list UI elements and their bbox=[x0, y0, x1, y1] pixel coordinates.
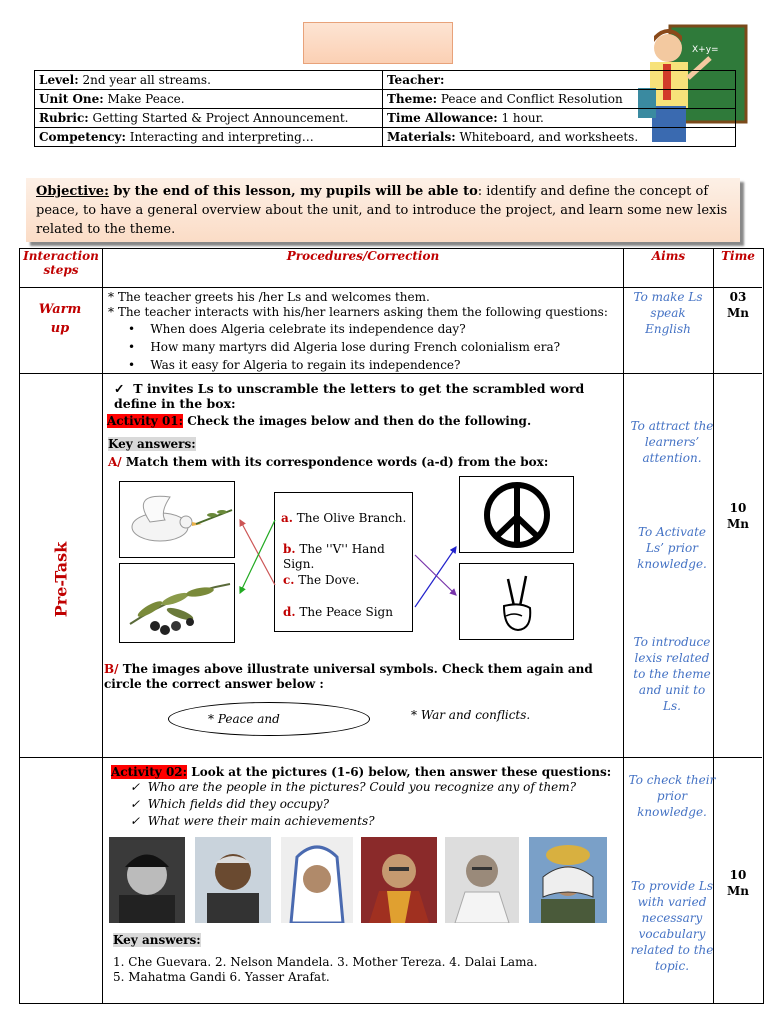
option-a: a. The Olive Branch. bbox=[281, 511, 407, 525]
warmup-time: 03 Mn bbox=[726, 290, 749, 320]
match-arrows bbox=[230, 495, 470, 625]
lesson-info-table bbox=[34, 70, 736, 147]
choice-war: * War and conflicts. bbox=[411, 708, 531, 722]
warmup-procedure: * The teacher greets his /her Ls and welcomes them. * The teacher interacts with his/her learners asking them the following questions: • When does Algeria celebrate its independence day? • How many martyrs did Algeria lose during French colonialism era? • Was it easy for Algeria to regain its independence? bbox=[108, 290, 608, 372]
photo-5 bbox=[445, 837, 519, 923]
activity2-questions: ✓ Who are the people in the pictures? Could you recognize any of them? ✓ Which fields did they occupy? ✓ What were their main achievements? bbox=[130, 780, 577, 828]
photo-4 bbox=[361, 837, 437, 923]
header-aims: Aims bbox=[651, 249, 686, 263]
header-time: Time bbox=[721, 249, 755, 263]
activity1-part-b: B/ The images above illustrate universal symbols. Check them again and circle the correct answer below : bbox=[104, 662, 593, 691]
header-steps: Interaction steps bbox=[23, 249, 99, 277]
choice-peace: * Peace and bbox=[208, 712, 280, 726]
header-title-box bbox=[303, 22, 453, 64]
peace-sign-image bbox=[459, 476, 574, 553]
activity2-aim-vocabulary: To provide Ls with varied necessary vocabulary related to the topic. bbox=[630, 879, 714, 973]
activity2-instruction: Activity 02: Look at the pictures (1-6) below, then answer these questions: bbox=[111, 765, 612, 779]
unit-cell: Unit One: Make Peace. bbox=[35, 90, 383, 109]
dove-image bbox=[119, 481, 235, 558]
competency-cell: Competency: Interacting and interpreting… bbox=[35, 128, 383, 147]
photo-3 bbox=[281, 837, 353, 923]
pretask-aim-lexis: To introduce lexis related to the theme and unit to Ls. bbox=[633, 635, 711, 713]
pretask-step: Pre-Task bbox=[51, 541, 71, 618]
pretask-invite: ✓ T invites Ls to unscramble the letters to get the scrambled word define in the box: bbox=[114, 381, 585, 411]
photo-6 bbox=[529, 837, 607, 923]
teacher-cell: Teacher: bbox=[383, 71, 736, 90]
activity1-part-a: A/ Match them with its correspondence words (a-d) from the box: bbox=[108, 455, 549, 469]
option-d: d. The Peace Sign bbox=[283, 605, 393, 619]
objective-box: Objective: by the end of this lesson, my pupils will be able to: identify and define the concept of peace, to have a general overview about the unit, and to introduce the project, and learn some new lexis related to the theme. bbox=[26, 178, 740, 242]
warmup-question: When does Algeria celebrate its independence day? bbox=[150, 322, 466, 336]
option-b: b. The ''V'' Hand Sign. bbox=[283, 542, 385, 571]
pretask-aim-activate: To Activate Ls’ prior knowledge. bbox=[637, 525, 707, 571]
warmup-step: Warm up bbox=[38, 302, 82, 336]
activity2-key-answers-label: Key answers: bbox=[113, 933, 201, 947]
objective-label: Objective: bbox=[36, 184, 109, 199]
activity1-instruction: Activity 01: Check the images below and then do the following. bbox=[107, 414, 532, 428]
level-cell: Level: 2nd year all streams. bbox=[35, 71, 383, 90]
materials-cell: Materials: Whiteboard, and worksheets. bbox=[383, 128, 736, 147]
pretask-aim-attract: To attract the learners’ attention. bbox=[630, 419, 714, 465]
v-hand-sign-image bbox=[459, 563, 574, 640]
warmup-question: Was it easy for Algeria to regain its independence? bbox=[150, 358, 461, 372]
pretask-time: 10 Mn bbox=[726, 501, 749, 531]
activity2-aim-check: To check their prior knowledge. bbox=[628, 773, 716, 819]
activity2-time: 10 Mn bbox=[726, 868, 749, 898]
olive-branch-image bbox=[119, 563, 235, 643]
warmup-aim: To make Ls speak English bbox=[633, 290, 703, 336]
header-procedures: Procedures/Correction bbox=[286, 249, 440, 263]
photo-1 bbox=[109, 837, 185, 923]
key-answers-label: Key answers: bbox=[108, 437, 196, 451]
option-c: c. The Dove. bbox=[283, 573, 360, 587]
warmup-question: How many martyrs did Algeria lose during French colonialism era? bbox=[150, 340, 561, 354]
photo-2 bbox=[195, 837, 271, 923]
theme-cell: Theme: Peace and Conflict Resolution bbox=[383, 90, 736, 109]
svg-text:X+y=: X+y= bbox=[692, 45, 719, 55]
activity2-answers: 1. Che Guevara. 2. Nelson Mandela. 3. Mother Tereza. 4. Dalai Lama. 5. Mahatma Gandi 6. Yasser Arafat. bbox=[113, 955, 538, 984]
time-allowance-cell: Time Allowance: 1 hour. bbox=[383, 109, 736, 128]
rubric-cell: Rubric: Getting Started & Project Announcement. bbox=[35, 109, 383, 128]
